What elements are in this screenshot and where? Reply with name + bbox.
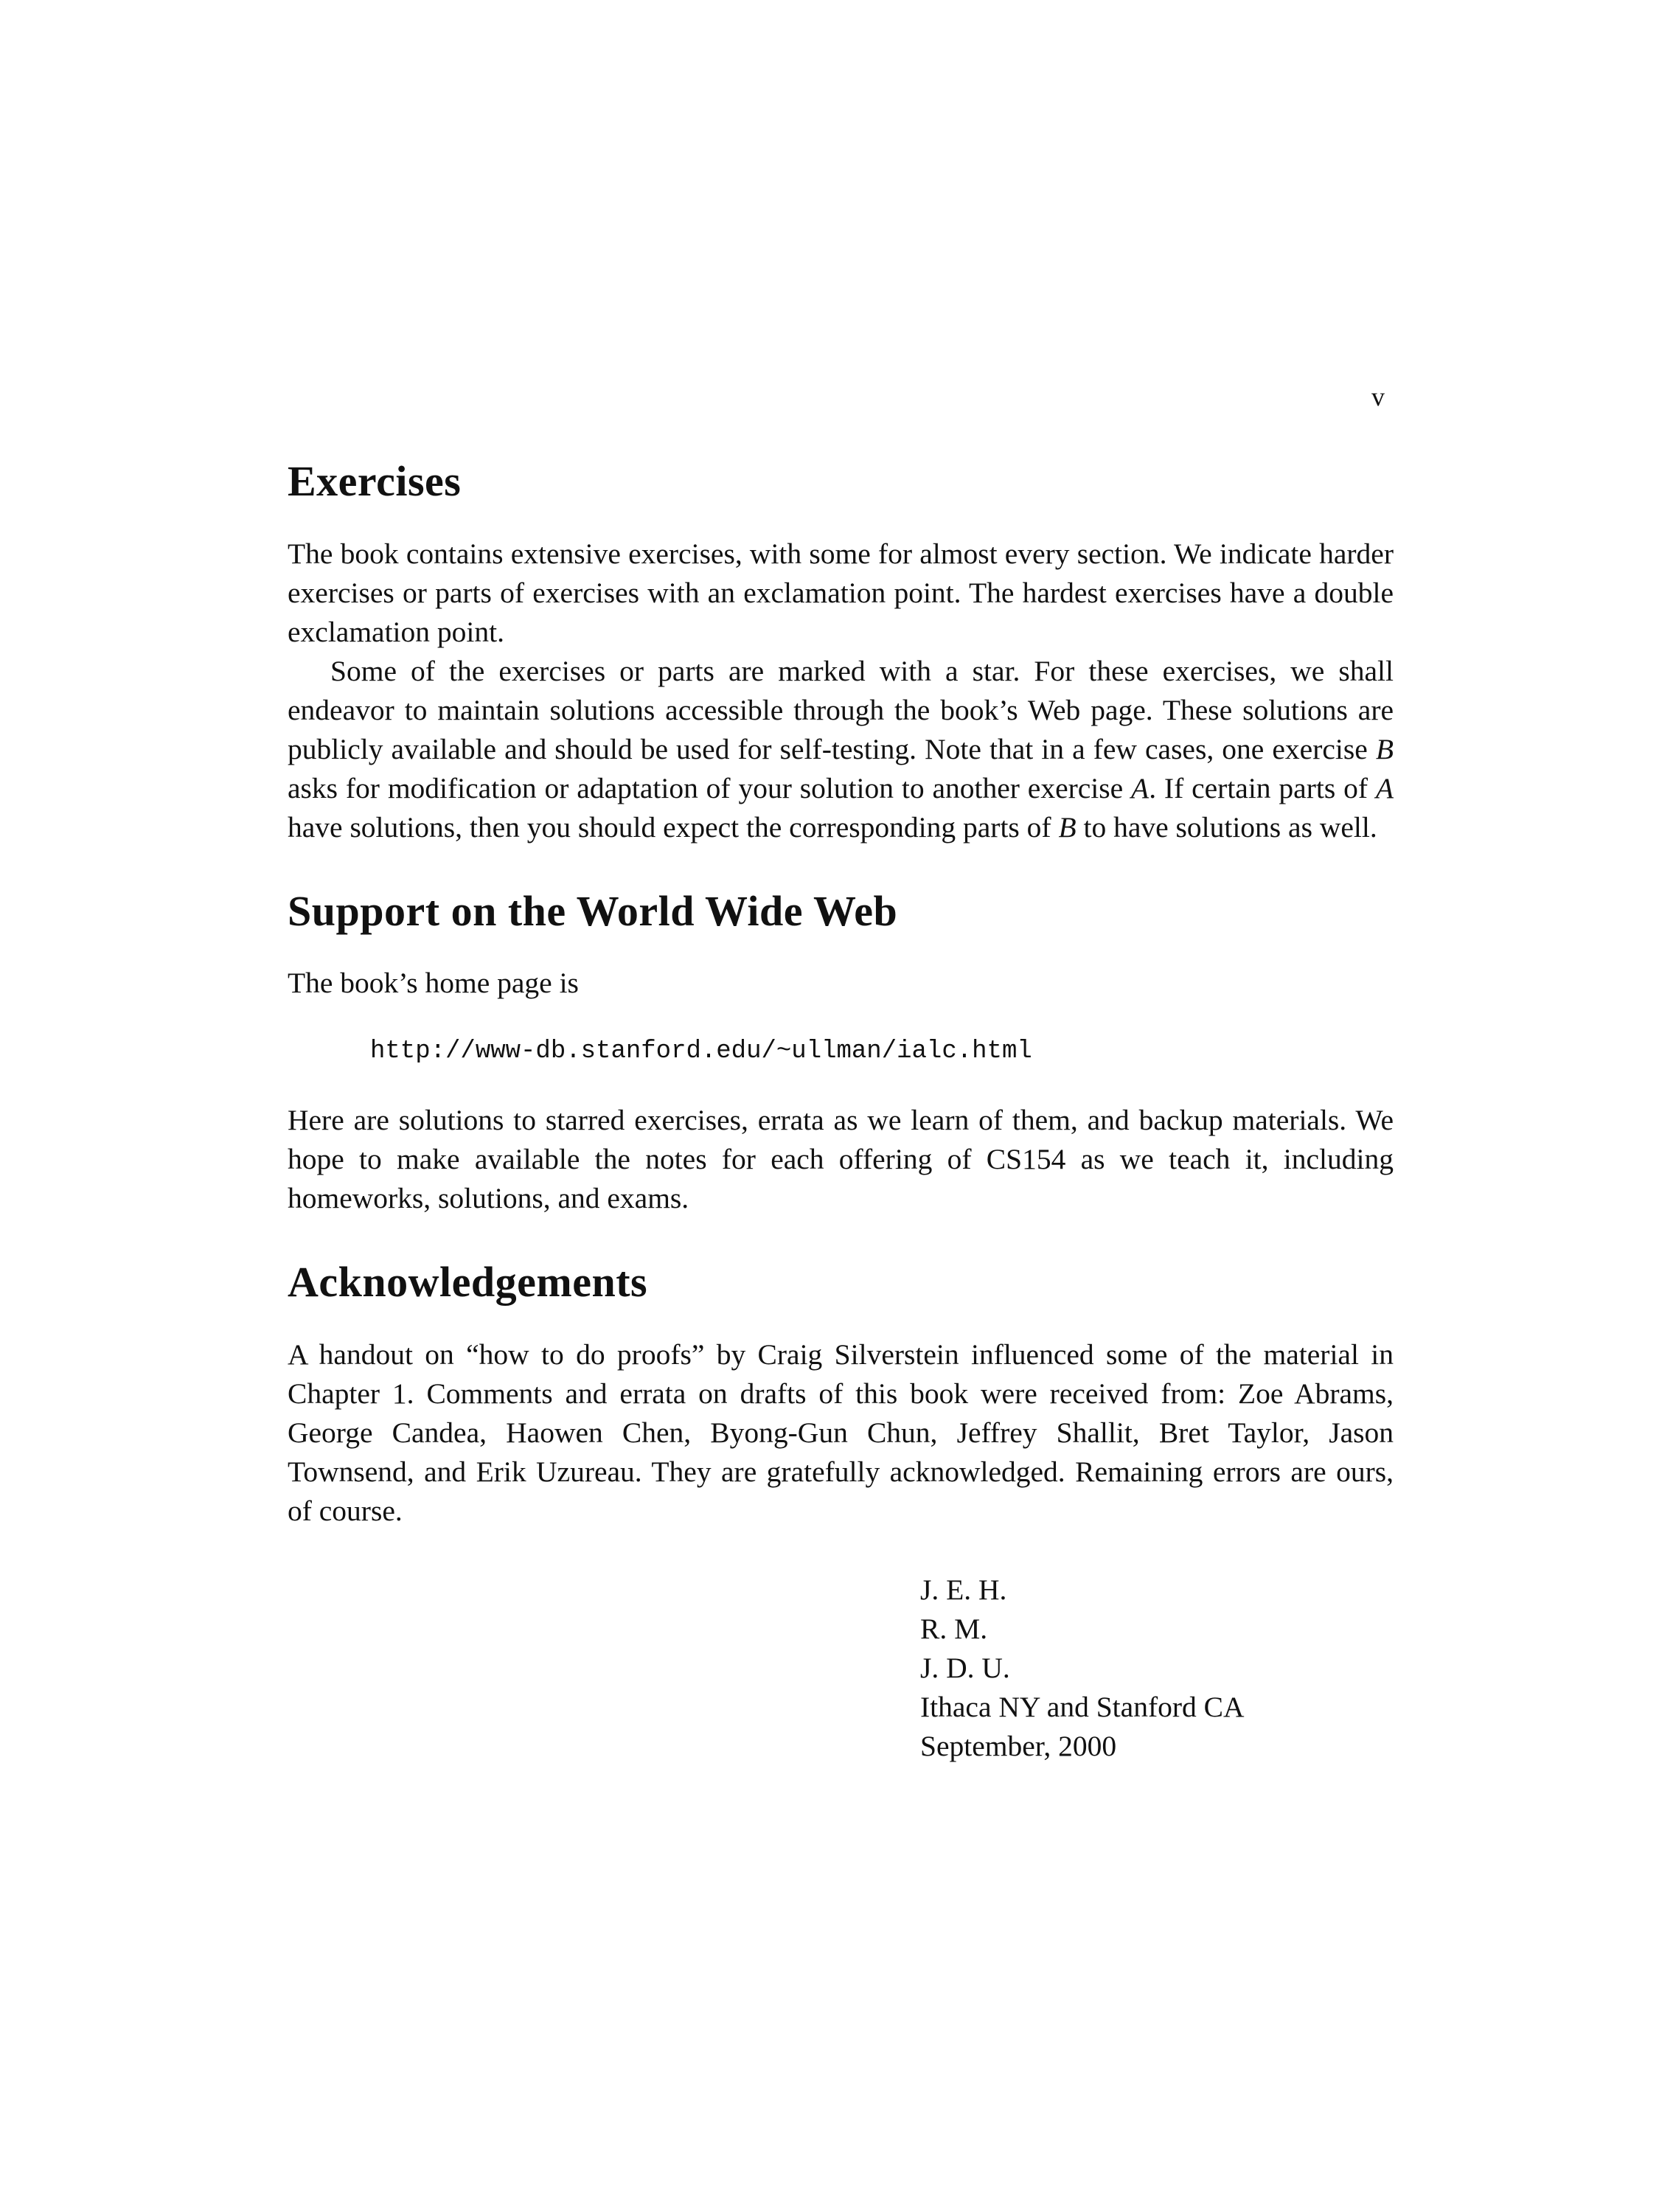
page-content bbox=[288, 457, 1394, 1766]
exercises-paragraph-2 bbox=[288, 652, 1394, 847]
signature-line: J. D. U. bbox=[920, 1652, 1010, 1685]
signature-line: Ithaca NY and Stanford CA bbox=[920, 1691, 1245, 1724]
variable-b: B bbox=[1375, 732, 1394, 765]
exercises-paragraph-2-part-e: to have solutions as well. bbox=[1076, 810, 1377, 844]
exercises-paragraph-1: The book contains extensive exercises, with some for almost every section. We indicate harder exercises or parts of exercises with an exclamation point. The hardest exercises have a double exclamation point. bbox=[288, 537, 1394, 648]
page-number: v bbox=[1371, 382, 1385, 411]
signature-line: R. M. bbox=[920, 1613, 988, 1646]
signature-block bbox=[920, 1571, 1394, 1766]
signature-line: September, 2000 bbox=[920, 1730, 1117, 1763]
home-page-url: http://www-db.stanford.edu/~ullman/ialc.html bbox=[370, 1037, 1032, 1066]
acknowledgements-section bbox=[288, 1258, 1394, 1531]
variable-b: B bbox=[1058, 810, 1077, 844]
variable-a: A bbox=[1131, 771, 1150, 804]
acknowledgements-heading: Acknowledgements bbox=[288, 1258, 648, 1307]
exercises-section bbox=[288, 457, 1394, 847]
exercises-paragraph-2-part-d: have solutions, then you should expect the corresponding parts of bbox=[288, 810, 1059, 844]
exercises-paragraph-2-part-c: . If certain parts of bbox=[1149, 771, 1376, 804]
variable-a: A bbox=[1375, 771, 1394, 804]
signature-line: J. E. H. bbox=[920, 1573, 1007, 1607]
web-paragraph: Here are solutions to starred exercises, errata as we learn of them, and backup materials. We hope to make available the notes for each offering of CS154 as we teach it, including homeworks, solutions, and exams. bbox=[288, 1104, 1394, 1215]
exercises-heading: Exercises bbox=[288, 457, 462, 505]
web-support-section bbox=[288, 887, 1394, 1219]
acknowledgements-paragraph: A handout on “how to do proofs” by Craig Silverstein influenced some of the material in Chapter 1. Comments and errata on drafts of this book were received from: Zoe Abrams, George Candea, Haowen Chen, Byong-Gun Chun, Jeffrey Shallit, Bret Taylor, Jason Townsend, and Erik Uzureau. They are gratefully acknowledged. Remaining errors are ours, of course. bbox=[288, 1338, 1394, 1528]
exercises-paragraph-2-part-b: asks for modification or adaptation of your solution to another exercise bbox=[288, 771, 1132, 804]
web-support-heading: Support on the World Wide Web bbox=[288, 886, 898, 935]
web-intro: The book’s home page is bbox=[288, 967, 579, 1000]
exercises-paragraph-2-part-a: Some of the exercises or parts are marked with a star. For these exercises, we shall endeavor to maintain solutions accessible through the book’s Web page. These solutions are publicly available and should be used for self-testing. Note that in a few cases, one exercise bbox=[288, 654, 1394, 765]
